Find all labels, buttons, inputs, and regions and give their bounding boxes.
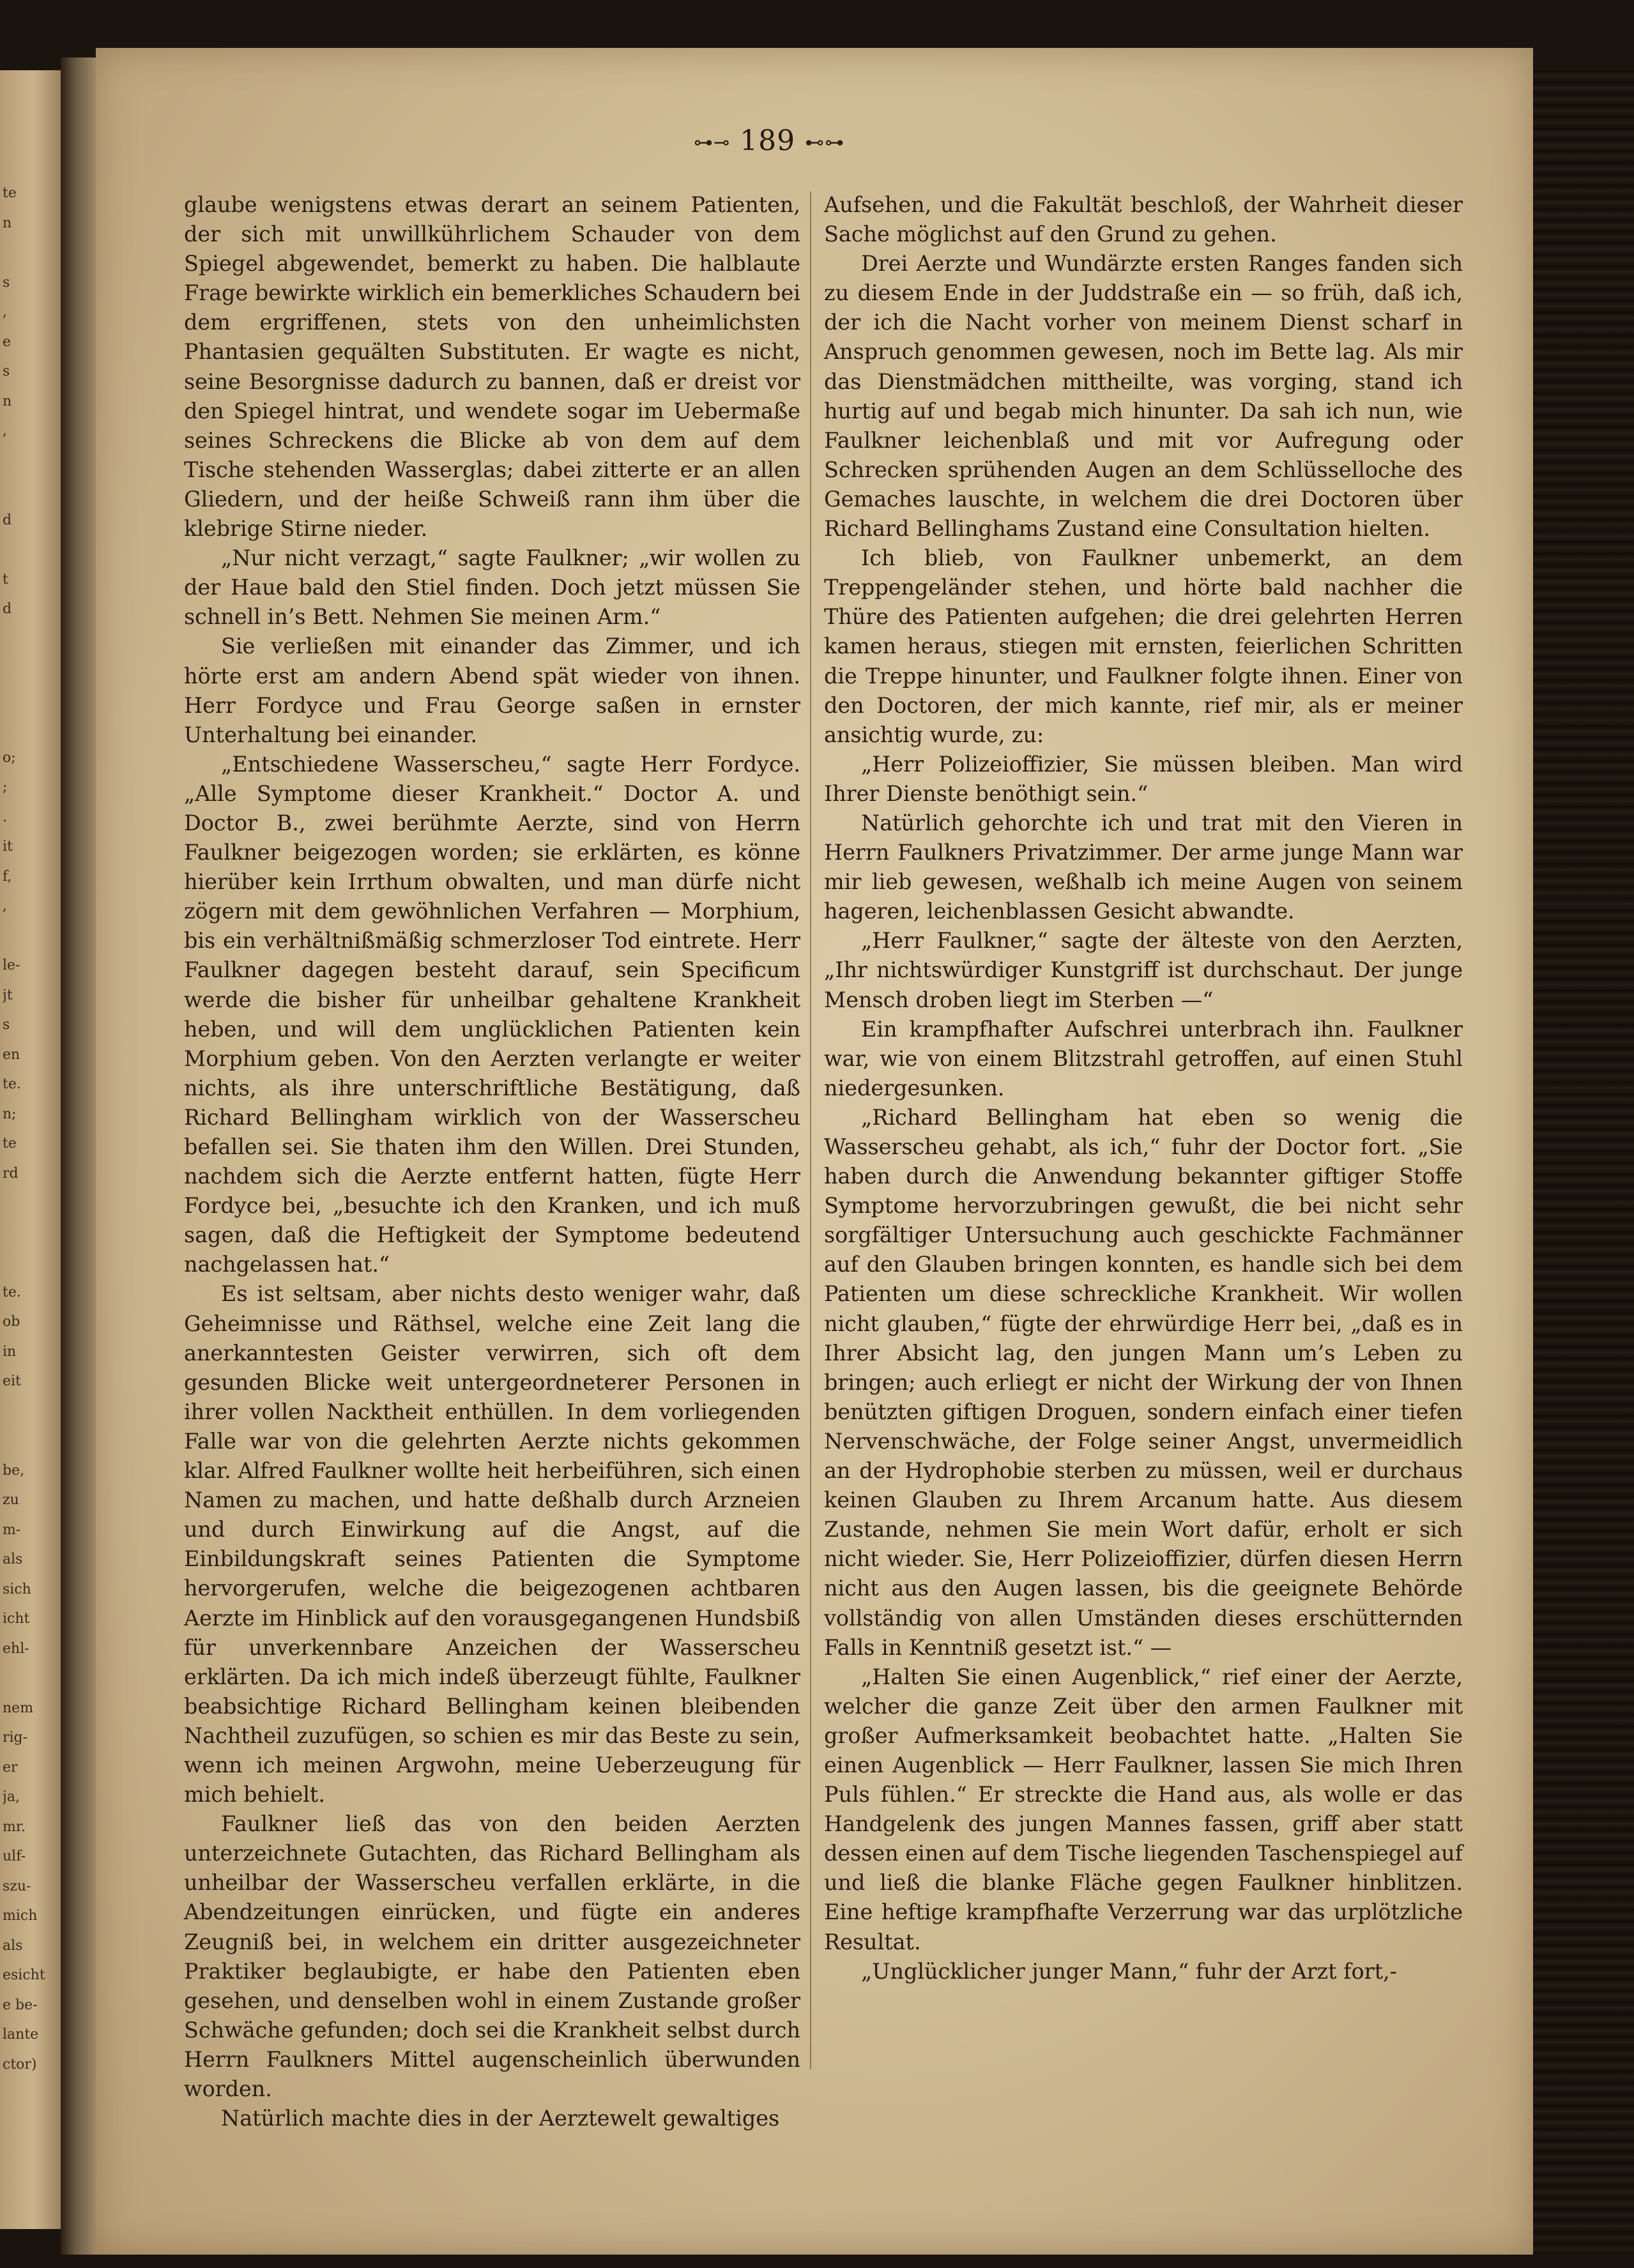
paragraph: Sie verließen mit einander das Zimmer, und ich hörte erst am andern Abend spät wieder von ihnen. Herr Fordyce und Frau George saßen in ernster Unterhaltung bei einander. [184, 634, 800, 747]
paragraph: Faulkner ließ das von den beiden Aerzten unterzeichnete Gutachten, das Richard Bellingham als unheilbar der Wasserscheu verfallen erklärte, in die Abendzeitungen einrücken, und fügte ein anderes Zeugniß bei, in welchem ein dritter ausgezeichneter Praktiker beglaubigte, er habe den Patienten eben gesehen, und denselben wohl in einem Zustande großer Schwäche gefunden; doch sei die Krankheit selbst durch Herrn Faulkners Mittel augenscheinlich überwunden worden. [184, 1811, 800, 2101]
paragraph: „Nur nicht verzagt,“ sagte Faulkner; „wir wollen zu der Haue bald den Stiel finden. Doch jetzt müssen Sie schnell in’s Bett. Nehmen Sie meinen Arm.“ [184, 545, 800, 630]
paragraph: „Unglücklicher junger Mann,“ fuhr der Arzt fort,- [861, 1958, 1397, 1984]
paragraph: Drei Aerzte und Wundärzte ersten Ranges fanden sich zu diesem Ende in der Juddstraße ein — so früh, daß ich, der ich die Nacht vorher von meinem Dienst scharf in Anspruch genommen gewesen, noch im Bette lag. Als mir das Dienstmädchen mittheilte, was vorging, stand ich hurtig auf und begab mich hinunter. Da sah ich nun, wie Faulkner leichenblaß und mit vor Aufregung oder Schrecken sprühenden Augen an dem Schlüsselloche des Gemaches lauschte, in welchem die drei Doctoren über Richard Bellinghams Zustand eine Consultation hielten. [824, 251, 1463, 542]
ornament-left-icon: ⊶⊸ [693, 132, 731, 154]
paragraph: Natürlich machte dies in der Aerztewelt gewaltiges [221, 2106, 780, 2131]
paragraph: „Halten Sie einen Augenblick,“ rief einer der Aerzte, welcher die ganze Zeit über den armen Faulkner mit großer Aufmerksamkeit beobachtet hatte. „Halten Sie einen Augenblick — Herr Faulkner, lassen Sie mich Ihren Puls fühlen.“ Er streckte die Hand aus, als wolle er das Handgelenk des jungen Mannes fassen, griff aber statt dessen einen auf dem Tische liegenden Taschenspiegel auf und ließ die blanke Fläche gegen Faulkner hinblitzen. Eine heftige krampfhafte Verzerrung war das urplötzliche Resultat. [824, 1664, 1463, 1954]
text-column-right [824, 190, 1463, 1986]
book-gutter [61, 57, 99, 2255]
paragraph: „Herr Faulkner,“ sagte der älteste von den Aerzten, „Ihr nichtswürdiger Kunstgriff ist durchschaut. Der junge Mensch droben liegt im Sterben —“ [824, 928, 1463, 1012]
paragraph: „Entschiedene Wasserscheu,“ sagte Herr Fordyce. „Alle Symptome dieser Krankheit.“ Doctor A. und Doctor B., zwei berühmte Aerzte, sind von Herrn Faulkner beigezogen worden; sie erklärten, es könne hierüber kein Irrthum obwalten, und man dürfe nicht zögern mit dem gewöhnlichen Verfahren — Morphium, bis ein verhältnißmäßig schmerzloser Tod eintrete. Herr Faulkner dagegen besteht darauf, sein Specificum werde die bisher für unheilbar gehaltene Krankheit heben, und will dem unglücklichen Patienten kein Morphium geben. Von den Aerzten verlangte er weiter nichts, als ihre unterschriftliche Bestätigung, daß Richard Bellingham wirklich von der Wasserscheu befallen sei. Sie thaten ihm den Willen. Drei Stunden, nachdem sich die Aerzte entfernt hatten, fügte Herr Fordyce bei, „besuchte ich den Kranken, und ich muß sagen, daß die Heftigkeit der Symptome bedeutend nachgelassen hat.“ [184, 751, 800, 1277]
facing-page-edge [0, 70, 61, 2229]
paragraph: Ein krampfhafter Aufschrei unterbrach ihn. Faulkner war, wie von einem Blitzstrahl getroffen, auf einen Stuhl niedergesunken. [824, 1016, 1463, 1100]
paragraph: glaube wenigstens etwas derart an seinem Patienten, der sich mit unwillkührlichem Schauder von dem Spiegel abgewendet, bemerkt zu haben. Die halblaute Frage bewirkte wirklich ein bemerkliches Schaudern bei dem ergriffenen, stets von den unheimlichsten Phantasien gequälten Substituten. Er wagte es nicht, seine Besorgnisse dadurch zu bannen, daß er dreist vor den Spiegel hintrat, und wendete sogar im Uebermaße seines Schreckens die Blicke ab von dem auf dem Tische stehenden Wasserglas; dabei zitterte er an allen Gliedern, und der heiße Schweiß rann ihm über die klebrige Stirne nieder. [184, 192, 800, 542]
column-divider [810, 192, 811, 2069]
paragraph: Natürlich gehorchte ich und trat mit den Vieren in Herrn Faulkners Privatzimmer. Der arme junge Mann war mir lieb gewesen, weßhalb ich meine Augen von seinem hageren, leichenblassen Gesicht abwandte. [824, 810, 1463, 924]
text-column-left [184, 190, 800, 2133]
page-header [0, 125, 1538, 157]
paragraph: Ich blieb, von Faulkner unbemerkt, an dem Treppengeländer stehen, und hörte bald nachher die Thüre des Patienten aufgehen; die drei gelehrten Herren kamen heraus, stiegen mit ernsten, feierlichen Schritten die Treppe hinunter, und Faulkner folgte ihnen. Einer von den Doctoren, der mich kannte, rief mir, als er meiner ansichtig wurde, zu: [824, 545, 1463, 747]
paragraph: Es ist seltsam, aber nichts desto weniger wahr, daß Geheimnisse und Räthsel, welche eine Zeit lang die anerkanntesten Geister verwirren, sich oft dem gesunden Blicke weit untergeordneterer Personen in ihrer vollen Nacktheit enthüllen. In dem vorliegenden Falle war von die gelehrten Aerzte nichts gekommen klar. Alfred Faulkner wollte heit herbeiführen, sich einen Namen zu machen, und hatte deßhalb durch Arzneien und durch Einwirkung auf die Angst, auf die Einbildungskraft seines Patienten die Symptome hervorgerufen, welche die beigezogenen achtbaren Aerzte im Hinblick auf den vorausgegangenen Hundsbiß für unverkennbare Anzeichen der Wasserscheu erklärten. Da ich mich indeß überzeugt fühlte, Faulkner beabsichtige Richard Bellingham keinen bleibenden Nachtheil zuzufügen, so schien es mir das Beste zu sein, wenn ich meinen Argwohn, meine Ueberzeugung für mich behielt. [184, 1281, 800, 1808]
paragraph: „Herr Polizeioffizier, Sie müssen bleiben. Man wird Ihrer Dienste benöthigt sein.“ [824, 751, 1463, 806]
page-number: 189 [740, 125, 796, 157]
ornament-right-icon: ⊷⊶ [805, 132, 845, 154]
paragraph: Aufsehen, und die Fakultät beschloß, der Wahrheit dieser Sache möglichst auf den Grund zu gehen. [824, 192, 1463, 247]
facing-page-fragments: te n s , e s n , d t d o; ; . it f, , le- jt s en te. n; te rd te. ob in eit be, zu m- als sich icht ehl- nem rig- er ja, mr. ulf- szu- mich als esicht e be- lante ctor) [3, 185, 45, 2073]
paragraph: „Richard Bellingham hat eben so wenig die Wasserscheu gehabt, als ich,“ fuhr der Doctor fort. „Sie haben durch die Anwendung bekannter giftiger Stoffe Symptome hervorzubringen gewußt, die bei nicht sehr sorgfältiger Untersuchung auch geschickte Fachmänner auf den Glauben bringen konnten, es handle sich bei dem Patienten um diese schreckliche Krankheit. Wir wollen nicht glauben,“ fügte der ehrwürdige Herr bei, „daß es in Ihrer Absicht lag, den jungen Mann um’s Leben zu bringen; auch erliegt er nicht der Wirkung der von Ihnen benützten giftigen Droguen, sondern einfach einer tiefen Nervenschwäche, der Folge seiner Angst, unvermeidlich an der Hydrophobie sterben zu müssen, weil er durchaus keinen Glauben zu Ihrem Arcanum hatte. Aus diesem Zustande, nehmen Sie mein Wort dafür, erholt er sich nicht wieder. Sie, Herr Polizeioffizier, dürfen diesen Herrn nicht aus den Augen lassen, bis die geeignete Behörde vollständig von allen Umständen dieses erschütternden Falls in Kenntniß gesetzt ist.“ — [824, 1104, 1463, 1660]
book-binding [1533, 70, 1634, 2255]
